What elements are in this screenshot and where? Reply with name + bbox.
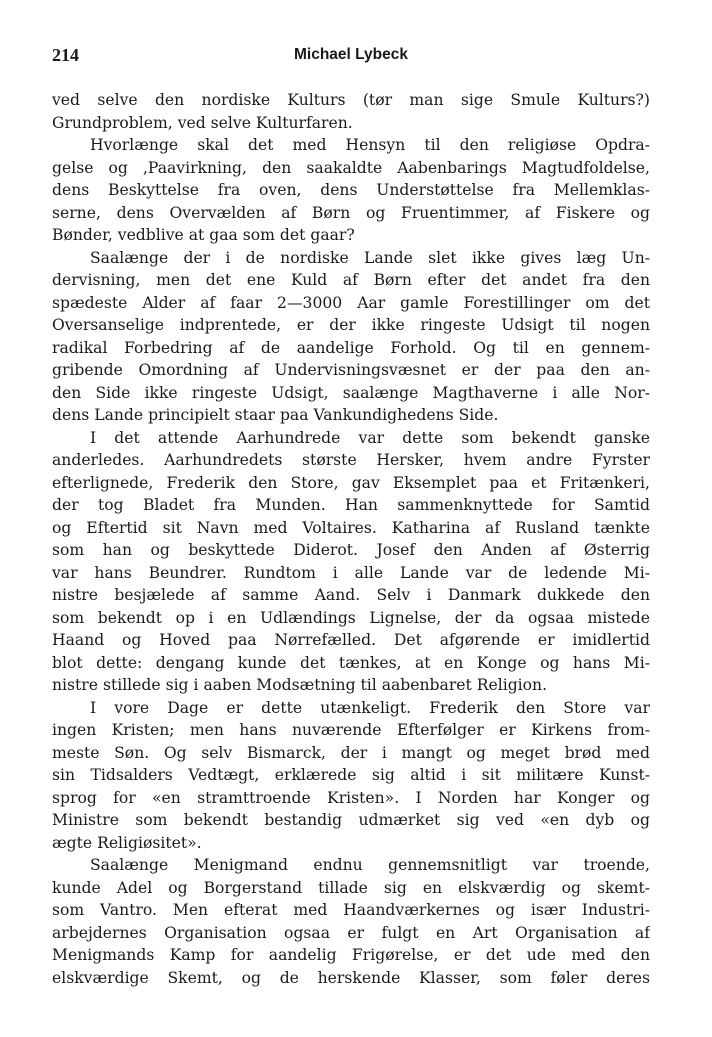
text-line: arbejdernes Organisation ogsaa er fulgt en Art Organisation af [52,923,650,942]
text-line: kunde Adel og Borgerstand tillade sig en elskværdig og skemt- [52,878,650,897]
text-line: Bønder, vedblive at gaa som det gaar? [52,226,355,244]
text-line: dens Beskyttelse fra oven, dens Understøttelse fra Mellemklas- [52,181,650,199]
text-line: Haand og Hoved paa Nørrefælled. Det afgørende er imidlertid [52,631,650,649]
text-line: spædeste Alder af faar 2—3000 Aar gamle Forestillinger om det [52,293,650,312]
text-line: Grundproblem, ved selve Kulturfaren. [52,113,353,132]
text-line: den Side ikke ringeste Udsigt, saalænge Magthaverne i alle Nor- [52,383,650,402]
text-line: var hans Beundrer. Rundtom i alle Lande var de ledende Mi- [52,563,650,582]
text-line: meste Søn. Og selv Bismarck, der i mangt og meget brød med [52,743,650,762]
text-line: Menigmands Kamp for aandelig Frigørelse, er det ude med den [52,946,650,964]
text-line: sprog for «en stramttroende Kristen». I Norden har Konger og [52,788,650,807]
text-line: I det attende Aarhundrede var dette som bekendt ganske [90,428,650,447]
text-line: serne, dens Overvælden af Børn og Fruentimmer, af Fiskere og [52,203,650,222]
text-line: Hvorlænge skal det med Hensyn til den religiøse Opdra- [90,136,650,154]
text-line: ved selve den nordiske Kulturs (tør man sige Smule Kulturs?) [52,91,650,109]
text-line: som bekendt op i en Udlændings Lignelse, der da ogsaa mistede [52,608,650,627]
text-line: Oversanselige indprentede, er der ikke ringeste Udsigt til nogen [52,316,650,334]
text-line: gelse og ,Paavirkning, den saakaldte Aabenbarings Magtudfoldelse, [52,158,650,177]
running-head-author: Michael Lybeck [293,46,408,63]
text-line: anderledes. Aarhundredets største Hersker, hvem andre Fyrster [52,451,650,469]
page-number: 214 [52,45,79,65]
text-line: nistre stillede sig i aaben Modsætning til aabenbaret Religion. [52,676,548,694]
text-line: som Vantro. Men efterat med Haandværkernes og især Industri- [52,901,650,919]
text-line: efterlignede, Frederik den Store, gav Eksemplet paa et Fritænkeri, [52,473,650,492]
text-line: ingen Kristen; men hans nuværende Efterfølger er Kirkens from- [52,721,650,739]
text-line: elskværdige Skemt, og de herskende Klasser, som føler deres [52,968,650,987]
text-line: radikal Forbedring af de aandelige Forhold. Og til en gennem- [52,338,650,357]
text-line: dens Lande principielt staar paa Vankundighedens Side. [52,406,499,424]
text-line: Saalænge Menigmand endnu gennemsnitligt var troende, [90,856,650,874]
text-line: I vore Dage er dette utænkeligt. Frederik den Store var [90,698,650,717]
text-line: og Eftertid sit Navn med Voltaires. Katharina af Rusland tænkte [52,518,650,537]
text-line: blot dette: dengang kunde det tænkes, at en Konge og hans Mi- [52,653,650,672]
text-line: Ministre som bekendt bestandig udmærket sig ved «en dyb og [52,811,650,829]
text-line: sin Tidsalders Vedtægt, erklærede sig altid i sit militære Kunst- [52,766,650,784]
text-line: Saalænge der i de nordiske Lande slet ikke gives læg Un- [90,248,650,267]
text-line: gribende Omordning af Undervisningsvæsnet er der paa den an- [52,361,650,379]
text-line: nistre besjælede af samme Aand. Selv i Danmark dukkede den [52,586,650,604]
text-line: som han og beskyttede Diderot. Josef den Anden af Østerrig [52,541,650,559]
body-text [52,89,650,989]
text-line: der tog Bladet fra Munden. Han sammenknyttede for Samtid [52,496,650,514]
text-line: ægte Religiøsitet». [52,833,202,852]
page-header [52,45,650,69]
text-line: dervisning, men det ene Kuld af Børn efter det andet fra den [52,271,650,289]
